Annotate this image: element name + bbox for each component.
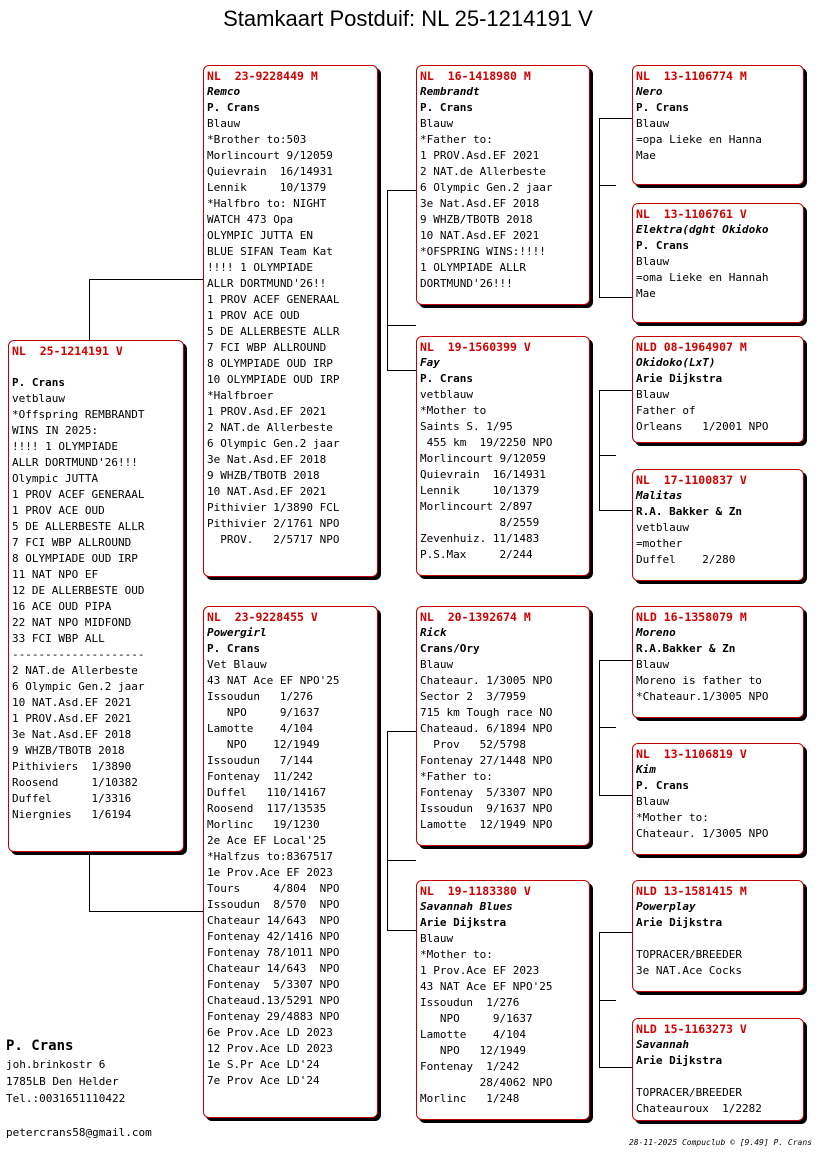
connector-line [387,190,416,191]
ring-number: NL 25-1214191 V [12,344,123,358]
card-line: WINS IN 2025: [12,424,99,437]
card-line: 1e S.Pr Ace LD'24 [207,1058,320,1071]
owner-name: P. Crans [207,642,260,655]
card-line: P.S.Max 2/244 [420,548,533,561]
card-paternal-grandfather [416,65,590,305]
card-line: =oma Lieke en Hannah [636,271,769,284]
card-line: Fontenay 5/3307 NPO [420,786,553,799]
breeder-name: P. Crans [6,1038,74,1054]
card-line: 1 PROV.Asd.EF 2021 [207,405,327,418]
card-line: *Mother to: [420,948,493,961]
card-line: *Father to: [420,133,493,146]
card-subject [8,340,184,852]
connector-line [89,911,203,912]
ring-number: NL 23-9228449 M [207,69,318,83]
card-line: NPO 12/1949 [207,738,320,751]
card-line: Morlincourt 9/12059 [420,452,546,465]
card-line: Vet Blauw [207,658,267,671]
pigeon-name: Elektra(dght Okidoko [636,223,769,236]
pigeon-name: Rembrandt [420,85,480,98]
card-line: *Halfzus to:8367517 [207,850,333,863]
card-line: *Chateaur.1/3005 NPO [636,690,769,703]
card-line: Blauw [420,932,454,945]
card-line: Blauw [636,117,670,130]
connector-line [599,118,600,298]
card-line: 9 WHZB/TBOTB 2018 [420,213,533,226]
card-line: Lamotte 4/104 [420,1028,526,1041]
card-line: 455 km 19/2250 NPO [420,436,553,449]
card-line: 10 NAT.Asd.EF 2021 [12,696,132,709]
card-line: 28/4062 NPO [420,1076,553,1089]
card-line: =mother [636,537,683,550]
card-line: Blauw [207,117,241,130]
ring-number: NL 23-9228455 V [207,610,318,624]
card-line: Duffel 1/3316 [12,792,132,805]
card-line: vetblauw [420,388,473,401]
card-line: 12 Prov.Ace LD 2023 [207,1042,333,1055]
card-line: Fontenay 5/3307 NPO [207,978,340,991]
pigeon-name: Malitas [636,489,683,502]
pigeon-name: Nero [636,85,663,98]
card-line: Duffel 2/280 [636,553,736,566]
connector-line [599,1000,616,1001]
pigeon-name: Moreno [636,626,676,639]
pigeon-name: Savannah Blues [420,900,513,913]
owner-name: Crans/Ory [420,642,480,655]
card-mf-mother [632,743,804,855]
card-line: 12 DE ALLERBESTE OUD [12,584,145,597]
card-line: 5 DE ALLERBESTE ALLR [207,325,340,338]
card-line: Pithiviers 1/3890 [12,760,132,773]
card-line: *Mother to: [636,811,709,824]
ring-number: NL 19-1183380 V [420,884,531,898]
connector-line [599,118,632,119]
connector-line [599,390,632,391]
owner-name: P. Crans [207,101,260,114]
card-line: 43 NAT Ace EF NPO'25 [420,980,553,993]
owner-name: Arie Dijkstra [420,916,507,929]
connector-line [599,932,632,933]
card-line: Blauw [636,388,670,401]
card-line: Tours 4/804 NPO [207,882,340,895]
ring-number: NL 13-1106819 V [636,747,747,761]
card-paternal-grandmother [416,336,590,576]
card-line: Chateaur. 1/3005 NPO [636,827,769,840]
card-line: 1 PROV.Asd.EF 2021 [420,149,540,162]
card-line: Prov 52/5798 [420,738,526,751]
card-line: 3e Nat.Asd.EF 2018 [207,453,327,466]
connector-line [387,930,416,931]
card-line: 5 DE ALLERBESTE ALLR [12,520,145,533]
card-line: Blauw [636,795,670,808]
connector-line [599,510,632,511]
card-line: Fontenay 11/242 [207,770,313,783]
card-line [636,931,803,947]
card-line: Fontenay 78/1011 NPO [207,946,340,959]
card-line: Chateaur 14/643 NPO [207,914,340,927]
card-line: Morlincourt 2/897 [420,500,533,513]
card-line: Quievrain 16/14931 [420,468,546,481]
breeder-info [6,1036,125,1107]
card-line: 10 OLYMPIADE OUD IRP [207,373,340,386]
connector-line [387,860,416,861]
card-line: *OFSPRING WINS:!!!! [420,245,546,258]
ring-number: NL 13-1106774 M [636,69,747,83]
card-line: vetblauw [636,521,689,534]
owner-name: Arie Dijkstra [636,372,723,385]
connector-line [599,1067,632,1068]
card-line: 8/2559 [420,516,540,529]
card-line: !!!! 1 OLYMPIADE [207,261,313,274]
page-title: Stamkaart Postduif: NL 25-1214191 V [223,6,593,31]
breeder-tel: Tel.:0031651110422 [6,1092,126,1105]
connector-line [599,185,616,186]
connector-line [89,279,203,280]
pigeon-name: Kim [636,763,656,776]
connector-line [599,455,616,456]
card-line: *Brother to:503 [207,133,307,146]
card-mother [203,606,378,1118]
card-line: TOPRACER/BREEDER [636,1086,742,1099]
connector-line [599,660,632,661]
card-line: Roosend 1/10382 [12,776,138,789]
connector-line [387,731,388,931]
card-line: 1 PROV ACE OUD [12,504,105,517]
card-line: OLYMPIC JUTTA EN [207,229,313,242]
breeder-city: 1785LB Den Helder [6,1075,119,1088]
card-ff-mother [632,203,804,323]
card-line: DORTMUND'26!!! [420,277,513,290]
card-line: Pithivier 1/3890 FCL [207,501,340,514]
ring-number: NLD 15-1163273 V [636,1022,747,1036]
card-line: Blauw [636,255,670,268]
card-maternal-grandmother [416,880,590,1120]
card-line: 1 PROV ACEF GENERAAL [12,488,145,501]
card-line: -------------------- [12,648,145,661]
card-line: ALLR DORTMUND'26!!! [12,456,138,469]
owner-name: P. Crans [420,372,473,385]
card-line: 22 NAT NPO MIDFOND [12,616,132,629]
card-line: Issoudun 8/570 NPO [207,898,340,911]
card-line: 6 Olympic Gen.2 jaar [12,680,145,693]
card-line: Lamotte 4/104 [207,722,313,735]
card-line: Morlinc 1/248 [420,1092,520,1105]
card-line: *Mother to [420,404,487,417]
card-line: Fontenay 29/4883 NPO [207,1010,340,1023]
card-line: 7e Prov Ace LD'24 [207,1074,320,1087]
card-line: Pithivier 2/1761 NPO [207,517,340,530]
ring-number: NL 20-1392674 M [420,610,531,624]
card-line: 8 OLYMPIADE OUD IRP [207,357,333,370]
ring-number: NL 19-1560399 V [420,340,531,354]
ring-number: NL 13-1106761 V [636,207,747,221]
card-line: Issoudun 1/276 [420,996,520,1009]
connector-line [89,279,90,341]
pigeon-name [12,359,183,375]
card-line: Chateaur 14/643 NPO [207,962,340,975]
card-line: 33 FCI WBP ALL [12,632,105,645]
card-line: 7 FCI WBP ALLROUND [207,341,327,354]
card-line: 3e NAT.Ace Cocks [636,964,742,977]
card-line: 3e Nat.Asd.EF 2018 [12,728,132,741]
card-line: Olympic JUTTA [12,472,99,485]
card-line: Lennik 10/1379 [207,181,327,194]
footer-credit: 28-11-2025 Compuclub © [9.49] P. Crans [628,1138,812,1147]
card-line: *Halfbroer [207,389,274,402]
owner-name: Arie Dijkstra [636,916,723,929]
pigeon-name: Remco [207,85,241,98]
card-line: 2 NAT.de Allerbeste [12,664,138,677]
card-line: *Halfbro to: NIGHT [207,197,327,210]
card-line: Issoudun 1/276 [207,690,313,703]
card-line: 1 Prov.Ace EF 2023 [420,964,540,977]
card-line: Orleans 1/2001 NPO [636,420,769,433]
card-line: Zevenhuiz. 11/1483 [420,532,540,545]
pigeon-name: Powerplay [636,900,696,913]
card-line: NPO 12/1949 [420,1044,526,1057]
ring-number: NLD 13-1581415 M [636,884,747,898]
card-mm-mother [632,1018,804,1121]
owner-name: P. Crans [636,239,689,252]
card-line: Blauw [420,658,454,671]
ring-number: NLD 16-1358079 M [636,610,747,624]
card-line: 10 NAT.Asd.EF 2021 [207,485,327,498]
breeder-email: petercrans58@gmail.com [6,1126,152,1139]
card-line: Blauw [636,658,670,671]
ring-number: NL 17-1100837 V [636,473,747,487]
card-line: 8 OLYMPIADE OUD IRP [12,552,138,565]
card-line: 715 km Tough race NO [420,706,553,719]
connector-line [387,370,416,371]
card-line: Moreno is father to [636,674,762,687]
card-line: 1 PROV ACEF GENERAAL [207,293,340,306]
card-line: Saints S. 1/95 [420,420,513,433]
card-line: Morlinc 19/1230 [207,818,320,831]
connector-line [599,297,632,298]
owner-name: R.A.Bakker & Zn [636,642,736,655]
card-line [636,1069,803,1085]
owner-name: Arie Dijkstra [636,1054,723,1067]
connector-line [89,852,90,912]
card-line: Fontenay 1/242 [420,1060,520,1073]
card-line: 2e Ace EF Local'25 [207,834,327,847]
card-line: TOPRACER/BREEDER [636,948,742,961]
card-line: Father of [636,404,696,417]
card-line: *Father to: [420,770,493,783]
card-mf-father [632,606,804,718]
connector-line [387,190,388,370]
card-ff-father [632,65,804,185]
pigeon-name: Fay [420,356,440,369]
breeder-street: joh.brinkostr 6 [6,1058,106,1071]
card-line: 1 PROV ACE OUD [207,309,300,322]
card-line: 16 ACE OUD PIPA [12,600,112,613]
card-line: Chateauroux 1/2282 [636,1102,762,1115]
card-line: *Offspring REMBRANDT [12,408,145,421]
card-line: BLUE SIFAN Team Kat [207,245,333,258]
card-line: WATCH 473 Opa [207,213,294,226]
card-line: NPO 9/1637 [207,706,320,719]
card-father [203,65,378,577]
card-line: 7 FCI WBP ALLROUND [12,536,132,549]
card-line: Lamotte 12/1949 NPO [420,818,553,831]
connector-line [387,731,416,732]
card-line: Mae [636,287,656,300]
card-line: 6e Prov.Ace LD 2023 [207,1026,333,1039]
pigeon-name: Powergirl [207,626,267,639]
card-line: 1 PROV.Asd.EF 2021 [12,712,132,725]
card-line: Chateaur. 1/3005 NPO [420,674,553,687]
connector-line [599,390,600,510]
owner-name: P. Crans [636,101,689,114]
card-line: ALLR DORTMUND'26!! [207,277,327,290]
card-line: Fontenay 27/1448 NPO [420,754,553,767]
card-line: 6 Olympic Gen.2 jaar [420,181,553,194]
connector-line [599,727,616,728]
card-line: 11 NAT NPO EF [12,568,99,581]
card-line: Sector 2 3/7959 [420,690,526,703]
card-mm-father [632,880,804,992]
card-line: Chateaud. 6/1894 NPO [420,722,553,735]
card-line: 2 NAT.de Allerbeste [207,421,333,434]
card-line: vetblauw [12,392,65,405]
card-line: 43 NAT Ace EF NPO'25 [207,674,340,687]
owner-name: P. Crans [420,101,473,114]
card-line: 9 WHZB/TBOTB 2018 [12,744,125,757]
card-maternal-grandfather [416,606,590,846]
connector-line [599,795,632,796]
card-fm-father [632,336,804,443]
card-line: Issoudun 7/144 [207,754,313,767]
owner-name: P. Crans [12,376,65,389]
owner-name: P. Crans [636,779,689,792]
card-line: Niergnies 1/6194 [12,808,132,821]
card-line: Fontenay 42/1416 NPO [207,930,340,943]
card-line: Lennik 10/1379 [420,484,540,497]
pigeon-name: Savannah [636,1038,689,1051]
card-line: Roosend 117/13535 [207,802,327,815]
card-line: Duffel 110/14167 [207,786,327,799]
card-line: 3e Nat.Asd.EF 2018 [420,197,540,210]
card-line: Quievrain 16/14931 [207,165,333,178]
owner-name: R.A. Bakker & Zn [636,505,742,518]
card-line: 1e Prov.Ace EF 2023 [207,866,333,879]
card-line: Issoudun 9/1637 NPO [420,802,553,815]
ring-number: NLD 08-1964907 M [636,340,747,354]
pigeon-name: Okidoko(LxT) [636,356,716,369]
card-line: Blauw [420,117,454,130]
ring-number: NL 16-1418980 M [420,69,531,83]
card-line: 9 WHZB/TBOTB 2018 [207,469,320,482]
pigeon-name: Rick [420,626,447,639]
card-fm-mother [632,469,804,581]
card-line: Mae [636,149,656,162]
card-line: Morlincourt 9/12059 [207,149,333,162]
card-line: Chateaud.13/5291 NPO [207,994,340,1007]
card-line: =opa Lieke en Hanna [636,133,762,146]
card-line: 6 Olympic Gen.2 jaar [207,437,340,450]
card-line: 10 NAT.Asd.EF 2021 [420,229,540,242]
card-line: 2 NAT.de Allerbeste [420,165,546,178]
connector-line [387,325,416,326]
card-line: PROV. 2/5717 NPO [207,533,340,546]
card-line: !!!! 1 OLYMPIADE [12,440,118,453]
card-line: NPO 9/1637 [420,1012,533,1025]
card-line: 1 OLYMPIADE ALLR [420,261,526,274]
